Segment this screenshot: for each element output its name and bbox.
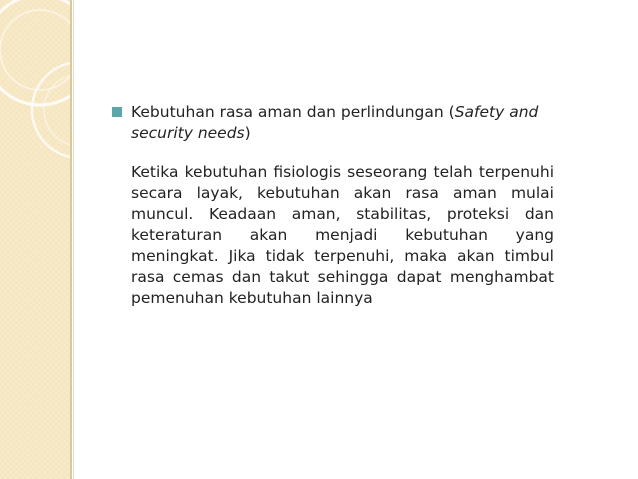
bullet-heading xyxy=(131,102,554,144)
heading-text-before: Kebutuhan rasa aman dan perlindungan ( xyxy=(131,103,455,121)
bullet-item xyxy=(112,102,554,144)
heading-english-term: Safety and security needs xyxy=(131,103,539,142)
side-decoration-panel xyxy=(0,0,70,479)
square-bullet-icon xyxy=(112,107,122,117)
side-divider-line xyxy=(70,0,72,479)
slide-content xyxy=(112,102,554,309)
heading-text-after: ) xyxy=(244,124,251,142)
body-paragraph: Ketika kebutuhan fisiologis seseorang telah terpenuhi secara layak, kebutuhan akan rasa aman mulai muncul. Keadaan aman, stabilitas, proteksi dan keteraturan akan menjadi kebutuhan yang meningkat. Jika tidak terpenuhi, maka akan timbul rasa cemas dan takut sehingga dapat menghambat pemenuhan kebutuhan lainnya xyxy=(131,163,554,307)
side-divider-line-thin xyxy=(73,0,74,479)
